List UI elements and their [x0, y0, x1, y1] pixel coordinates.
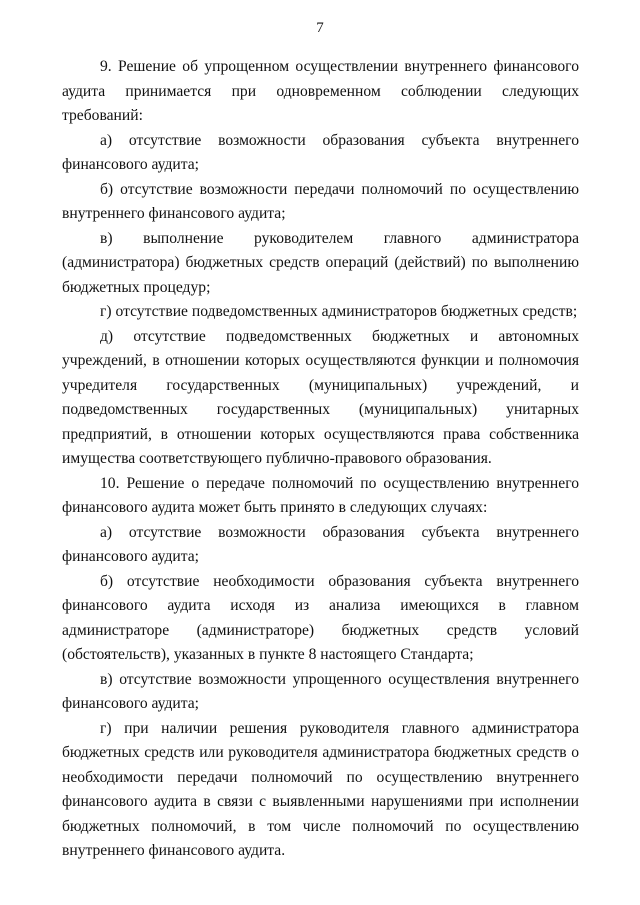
paragraph-10b: б) отсутствие необходимости образования субъекта внутреннего финансового аудита исходя из анализа имеющихся в главном администраторе (администраторе) бюджетных средств условий (обстоятельств), указанных в пункте 8 настоящего Стандарта;	[62, 572, 579, 663]
paragraph-9v: в) выполнение руководителем главного администратора (администратора) бюджетных средств операций (действий) по выполнению бюджетных процедур;	[62, 229, 579, 296]
document-body	[62, 55, 579, 864]
paragraph-10a: а) отсутствие возможности образования субъекта внутреннего финансового аудита;	[62, 523, 579, 565]
paragraph-9a: а) отсутствие возможности образования субъекта внутреннего финансового аудита;	[62, 131, 579, 173]
page-number: 7	[316, 20, 324, 36]
paragraph-10v: в) отсутствие возможности упрощенного осуществления внутреннего финансового аудита;	[62, 670, 579, 712]
paragraph-9: 9. Решение об упрощенном осуществлении внутреннего финансового аудита принимается при одновременном соблюдении следующих требований:	[62, 58, 579, 124]
paragraph-9g: г) отсутствие подведомственных администраторов бюджетных средств;	[100, 303, 578, 320]
paragraph-9d: д) отсутствие подведомственных бюджетных и автономных учреждений, в отношении которых осуществляются функции и полномочия учредителя государственных (муниципальных) учреждений, и подведомственных государственных (муниципальных) унитарных предприятий, в отношении которых осуществляются права собственника имущества соответствующего публично-правового образования.	[62, 327, 579, 467]
paragraph-9b: б) отсутствие возможности передачи полномочий по осуществлению внутреннего финансового аудита;	[62, 180, 579, 222]
paragraph-10: 10. Решение о передаче полномочий по осуществлению внутреннего финансового аудита может быть принято в следующих случаях:	[62, 474, 579, 516]
paragraph-10g: г) при наличии решения руководителя главного администратора бюджетных средств или руководителя администратора бюджетных средств о необходимости передачи полномочий по осуществлению внутреннего финансового аудита в связи с выявленными нарушениями при исполнении бюджетных полномочий, в том числе полномочий по осуществлению внутреннего финансового аудита.	[62, 719, 579, 859]
